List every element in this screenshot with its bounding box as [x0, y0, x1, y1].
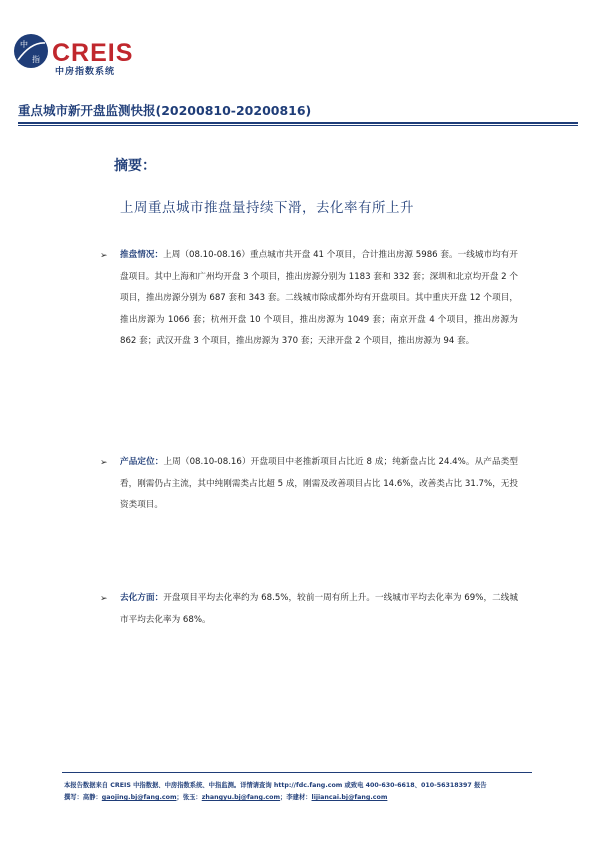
logo-char-zhi: 指: [32, 55, 40, 64]
footer-authors: [64, 792, 387, 801]
section-sellthrough-text: 开盘项目平均去化率约为 68.5%，较前一周有所上升。一线城市平均去化率为 69%，二线城市平均去化率为 68%。: [120, 593, 518, 625]
bullet-arrow-icon: ➢: [100, 251, 108, 261]
report-title: 重点城市新开盘监测快报(20200810-20200816): [18, 103, 312, 118]
email-link-zhangyu[interactable]: zhangyu.bj@fang.com: [201, 794, 281, 801]
abstract-headline: 上周重点城市推盘量持续下滑，去化率有所上升: [120, 200, 414, 216]
footer-source: 本报告数据来自 CREIS 中指数据、中房指数系统、中指监测。详情请查询 http://fdc.fang.com 或致电 400-630-6618、010-56318397 报告: [64, 782, 487, 789]
footer-sep-1: ；张玉：: [176, 794, 202, 801]
report-title-bar: [18, 99, 578, 121]
bullet-arrow-icon: ➢: [100, 458, 108, 468]
footer-authors-prefix: 撰写：高静：: [64, 794, 102, 801]
bullet-arrow-icon: ➢: [100, 594, 108, 604]
section-supply: [120, 245, 518, 353]
email-link-gaojing[interactable]: gaojing.bj@fang.com: [101, 794, 177, 801]
creis-logo-icon: [14, 34, 48, 68]
section-product: [120, 452, 518, 517]
section-product-text: 上周（08.10-08.16）开盘项目中老推新项目占比近 8 成；纯新盘占比 24.4%。从产品类型看，刚需仍占主流，其中纯刚需类占比超 5 成，刚需及改善项目占比 14.6%，改善类占比 31.7%，无投资类项目。: [120, 457, 518, 511]
page-header: [0, 0, 595, 92]
logo-char-zhong: 中: [20, 40, 28, 49]
email-link-lijiancai[interactable]: lijiancai.bj@fang.com: [311, 794, 388, 801]
footer-divider: [62, 772, 532, 773]
title-divider-thin: [18, 125, 578, 126]
logo-subtitle: 中房指数系统: [55, 67, 116, 77]
section-product-lead: 产品定位：: [120, 457, 164, 467]
section-supply-lead: 推盘情况：: [120, 250, 164, 260]
section-sellthrough: [120, 588, 518, 631]
footer-sep-2: ；李建材：: [280, 794, 312, 801]
title-divider: [18, 122, 578, 124]
section-sellthrough-lead: 去化方面：: [120, 593, 164, 603]
section-supply-text: 上周（08.10-08.16）重点城市共开盘 41 个项目，合计推出房源 5986 套。一线城市均有开盘项目。其中上海和广州均开盘 3 个项目，推出房源分别为 1183 套和 332 套；深圳和北京均开盘 2 个项目，推出房源分别为 687 套和 343 套。二线城市除成都外均有开盘项目。其中重庆开盘 12 个项目，推出房源为 1066 套；杭州开盘 10 个项目，推出房源为 1049 套；南京开盘 4 个项目，推出房源为 862 套；武汉开盘 3 个项目，推出房源为 370 套；天津开盘 2 个项目，推出房源为 94 套。: [120, 250, 518, 347]
abstract-label: 摘要：: [114, 158, 156, 174]
logo-wordmark: CREIS: [52, 39, 134, 67]
